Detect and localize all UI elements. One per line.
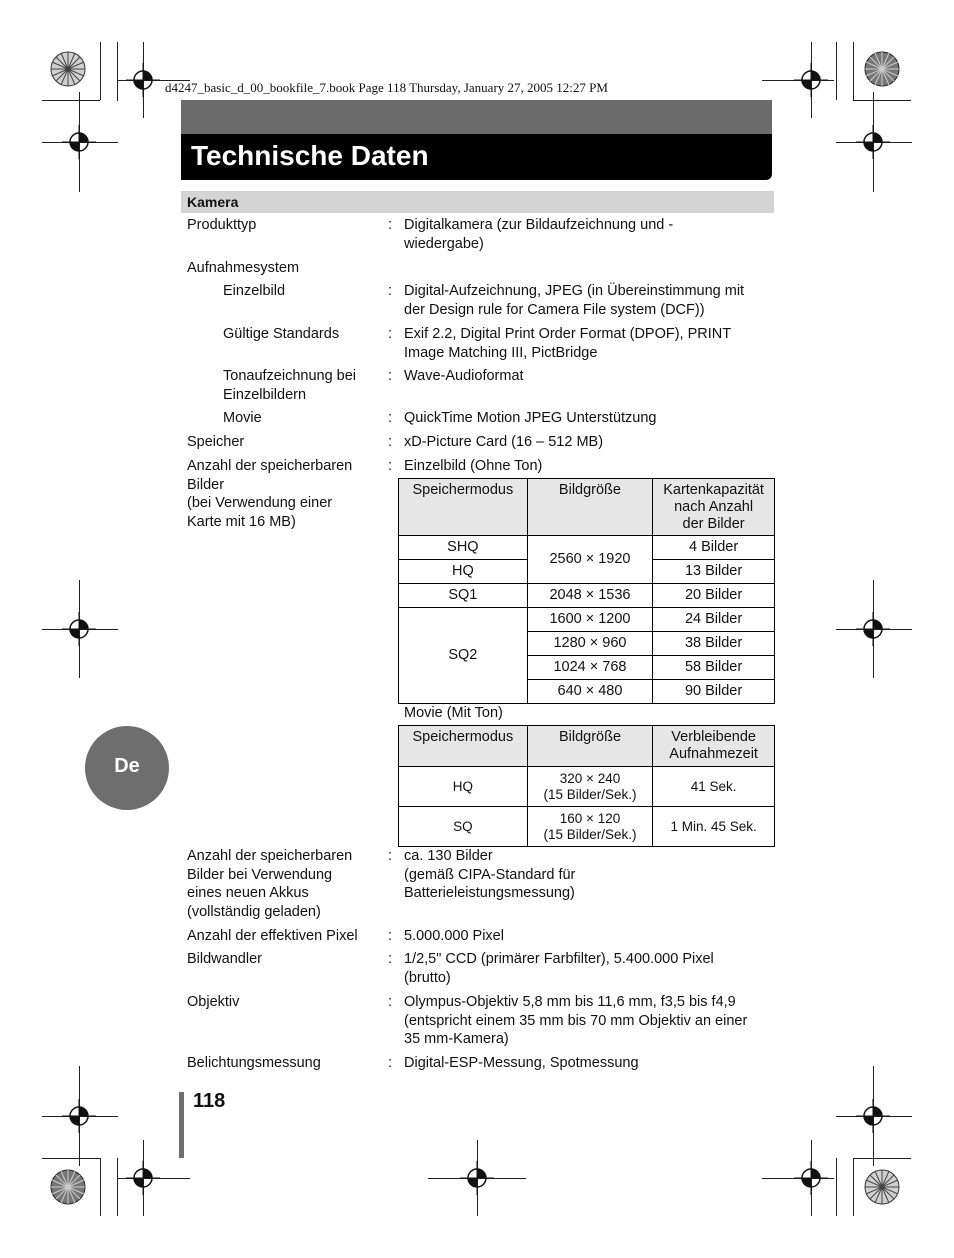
separator: : (388, 994, 393, 1010)
spec-label: Belichtungsmessung (187, 1055, 321, 1071)
table-cell: 1600 × 1200 (527, 608, 652, 632)
spec-label: Objektiv (187, 994, 240, 1010)
table-row (399, 608, 775, 632)
table-header-row (399, 726, 775, 767)
spec-label: Anzahl der effektiven Pixel (187, 928, 358, 944)
table-cell: 640 × 480 (527, 680, 652, 704)
table-header-cell: Speichermodus (399, 479, 528, 536)
spec-value: Olympus-Objektiv 5,8 mm bis 11,6 mm, f3,5 bis f4,9 (entspricht einem 35 mm bis 70 mm Objektiv an einer 35 mm-Kamera) (404, 994, 748, 1048)
table-cell: 1280 × 960 (527, 632, 652, 656)
spec-label: Bildwandler (187, 951, 262, 967)
title-bar-accent (181, 100, 772, 134)
language-tab-label: De (114, 755, 140, 777)
table-cell: HQ (399, 560, 528, 584)
spec-value: Einzelbild (Ohne Ton) (404, 458, 543, 474)
registration-mark-icon (62, 612, 96, 646)
table-cell: SQ (399, 807, 528, 847)
table-cell: 58 Bilder (653, 656, 775, 680)
spec-value: 1/2,5" CCD (primärer Farbfilter), 5.400.000 Pixel (brutto) (404, 951, 714, 986)
registration-mark-icon (62, 1099, 96, 1133)
table-cell: 24 Bilder (653, 608, 775, 632)
spec-value: Digitalkamera (zur Bildaufzeichnung und - wiedergabe) (404, 217, 674, 252)
table-row (399, 536, 775, 560)
registration-mark-icon (460, 1161, 494, 1195)
section-title: Kamera (187, 194, 239, 210)
table-row (399, 807, 775, 847)
registration-mark-icon (126, 63, 160, 97)
spec-value: QuickTime Motion JPEG Unterstützung (404, 410, 657, 426)
separator: : (388, 283, 393, 299)
page-number-bar (179, 1092, 184, 1158)
registration-mark-icon (856, 125, 890, 159)
spec-value: xD-Picture Card (16 – 512 MB) (404, 434, 604, 450)
table-header-cell: Verbleibende Aufnahmezeit (653, 726, 775, 767)
spec-label: Anzahl der speicherbaren Bilder (bei Verwendung einer Karte mit 16 MB) (187, 458, 353, 531)
table-header-cell: Bildgröße (527, 726, 653, 767)
separator: : (388, 928, 393, 944)
spec-value: 5.000.000 Pixel (404, 928, 504, 944)
spec-value: Digital-Aufzeichnung, JPEG (in Übereinstimmung mit der Design rule for Camera File system (DCF)) (404, 283, 745, 318)
table-cell: 41 Sek. (653, 767, 775, 807)
table-cell: 20 Bilder (653, 584, 775, 608)
table-row (399, 584, 775, 608)
table-cell: 1024 × 768 (527, 656, 652, 680)
spec-value: Exif 2.2, Digital Print Order Format (DPOF), PRINT Image Matching III, PictBridge (404, 326, 732, 361)
table-cell: 38 Bilder (653, 632, 775, 656)
registration-mark-icon (856, 612, 890, 646)
section-header (181, 191, 774, 213)
table-cell: HQ (399, 767, 528, 807)
table-header-row (399, 479, 775, 536)
book-file-header: d4247_basic_d_00_bookfile_7.book Page 118 Thursday, January 27, 2005 12:27 PM (165, 80, 608, 95)
spec-label: Anzahl der speicherbaren Bilder bei Verwendung eines neuen Akkus (vollständig geladen) (187, 848, 353, 921)
table-cell: 2048 × 1536 (527, 584, 652, 608)
spec-label: Movie (223, 410, 262, 426)
spec-label: Aufnahmesystem (187, 260, 300, 276)
spec-value: Wave-Audioformat (404, 368, 524, 384)
separator: : (388, 326, 393, 342)
movie-time-table (398, 725, 775, 847)
table-cell: SQ1 (399, 584, 528, 608)
spec-value: Digital-ESP-Messung, Spotmessung (404, 1055, 639, 1071)
separator: : (388, 951, 393, 967)
table-cell: 160 × 120 (15 Bilder/Sek.) (527, 807, 653, 847)
separator: : (388, 848, 393, 864)
separator: : (388, 458, 393, 474)
table-cell: 1 Min. 45 Sek. (653, 807, 775, 847)
spec-label: Speicher (187, 434, 245, 450)
star-target-icon (864, 51, 900, 87)
table-header-cell: Bildgröße (527, 479, 652, 536)
table-cell: 13 Bilder (653, 560, 775, 584)
table-cell: 4 Bilder (653, 536, 775, 560)
table-header-cell: Speichermodus (399, 726, 528, 767)
registration-mark-icon (62, 125, 96, 159)
registration-mark-icon (126, 1161, 160, 1195)
table-cell: 2560 × 1920 (527, 536, 652, 584)
separator: : (388, 368, 393, 384)
separator: : (388, 1055, 393, 1071)
registration-mark-icon (794, 1161, 828, 1195)
table-header-cell: Kartenkapazität nach Anzahl der Bilder (653, 479, 775, 536)
table-cell: SHQ (399, 536, 528, 560)
spec-value: ca. 130 Bilder (gemäß CIPA-Standard für Batterieleistungsmessung) (404, 848, 576, 902)
title-bar (181, 134, 772, 180)
page-number: 118 (193, 1090, 226, 1112)
star-target-icon (864, 1169, 900, 1205)
still-capacity-table (398, 478, 775, 704)
page-title: Technische Daten (191, 140, 429, 171)
separator: : (388, 434, 393, 450)
table-row (399, 767, 775, 807)
spec-label: Tonaufzeichnung bei Einzelbildern (223, 368, 357, 403)
table-cell: 90 Bilder (653, 680, 775, 704)
star-target-icon (50, 51, 86, 87)
registration-mark-icon (856, 1099, 890, 1133)
spec-label: Gültige Standards (223, 326, 340, 342)
table-cell: SQ2 (399, 608, 528, 704)
separator: : (388, 217, 393, 233)
registration-mark-icon (794, 63, 828, 97)
spec-label: Einzelbild (223, 283, 286, 299)
movie-caption: Movie (Mit Ton) (404, 705, 503, 721)
language-tab (85, 726, 169, 810)
star-target-icon (50, 1169, 86, 1205)
spec-label: Produkttyp (187, 217, 257, 233)
separator: : (388, 410, 393, 426)
table-cell: 320 × 240 (15 Bilder/Sek.) (527, 767, 653, 807)
